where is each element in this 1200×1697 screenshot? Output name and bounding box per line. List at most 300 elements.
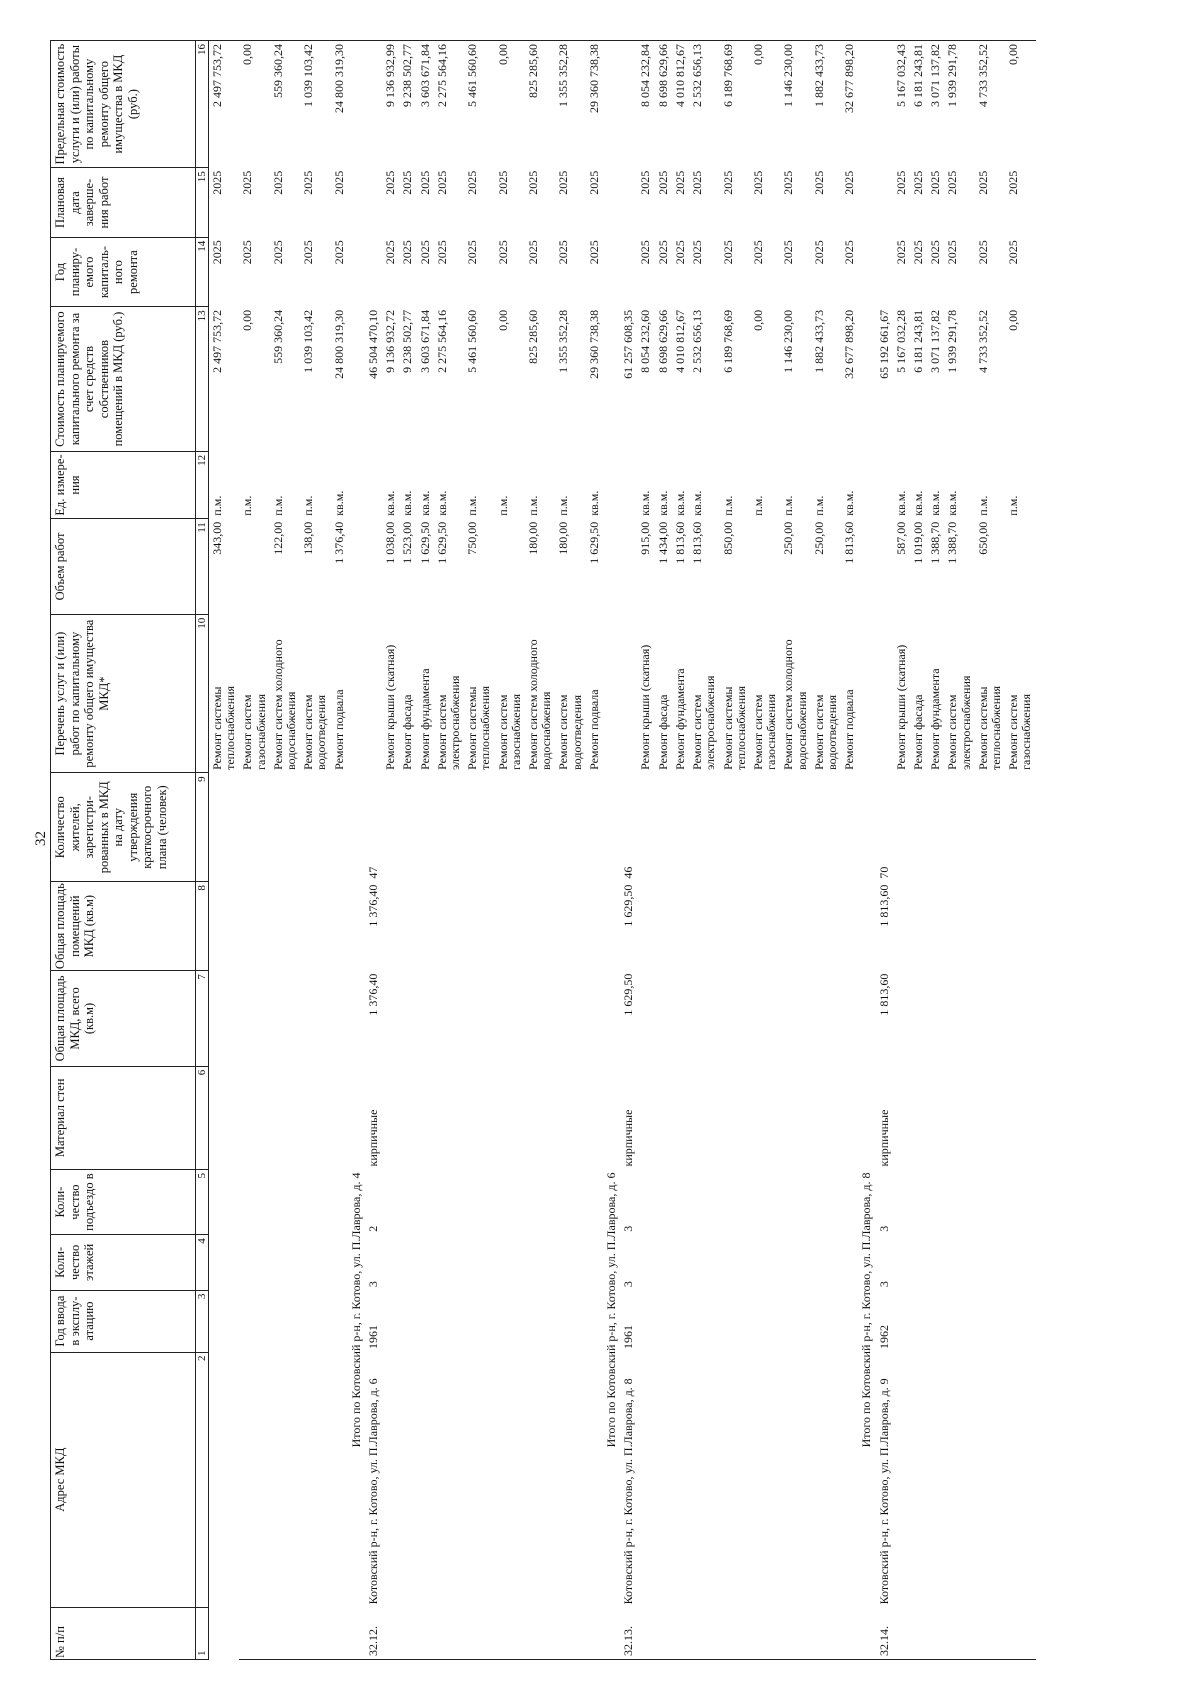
total-row — [858, 41, 875, 1660]
cell-col-4 — [720, 1235, 750, 1290]
cell-col-3 — [555, 1290, 585, 1352]
cell-col-5 — [927, 1170, 944, 1235]
cell-col-9 — [672, 773, 689, 882]
cell-col-16: 1 146 230,00 — [780, 41, 810, 168]
cell-col-5 — [655, 1170, 672, 1235]
house-row — [876, 41, 893, 1660]
cell-col-3 — [672, 1290, 689, 1352]
cell-col-3: 1962 — [876, 1325, 891, 1350]
cell-col-14: 2025 — [910, 240, 925, 265]
cell-col-7 — [525, 971, 555, 1067]
cell-col-3 — [689, 1290, 719, 1352]
work-row — [239, 41, 269, 1660]
work-row — [382, 41, 399, 1660]
cell-col-8 — [655, 882, 672, 971]
cell-col-6 — [348, 1066, 365, 1169]
cell-col-15: 2025 — [240, 170, 255, 195]
cell-col-15: 2025 — [655, 170, 670, 195]
cell-col-14: 2025 — [465, 240, 480, 265]
cell-col-16: 2 532 656,13 — [689, 41, 719, 168]
cell-col-12: п.м. — [556, 495, 571, 516]
work-row — [927, 41, 944, 1660]
cell-col-10: Ремонт фундамента — [672, 668, 687, 770]
cell-col-4 — [495, 1235, 525, 1290]
cell-col-13: 29 360 738,38 — [586, 309, 601, 379]
cell-col-2 — [555, 1352, 585, 1607]
cell-col-14: 2025 — [945, 240, 960, 265]
work-row — [655, 41, 672, 1660]
cell-col-15: 2025 — [210, 170, 224, 195]
cell-col-11: 1 523,00 — [400, 521, 415, 564]
work-row — [944, 41, 974, 1660]
cell-col-6 — [893, 1066, 910, 1169]
cell-col-14: 2025 — [400, 240, 415, 265]
column-number: 15 — [196, 168, 209, 238]
cell-col-15: 2025 — [417, 170, 432, 195]
cell-col-14: 2025 — [811, 240, 826, 265]
cell-col-2 — [637, 1352, 654, 1607]
cell-col-15: 2025 — [893, 170, 908, 195]
cell-col-8 — [1005, 882, 1035, 971]
cell-col-4 — [464, 1235, 494, 1290]
cell-col-14: 2025 — [417, 240, 432, 265]
cell-col-10 — [858, 614, 875, 773]
cell-col-12: кв.м. — [586, 490, 601, 516]
header-cell-11: Объем работ — [51, 519, 196, 615]
cell-col-11: 650,00 — [975, 521, 990, 555]
cell-col-5 — [1005, 1170, 1035, 1235]
cell-col-7 — [382, 971, 399, 1067]
column-number: 1 — [196, 1607, 209, 1659]
cell-col-4: 3 — [366, 1281, 381, 1288]
cell-col-3 — [331, 1290, 348, 1352]
cell-col-8 — [270, 882, 300, 971]
cell-col-2 — [893, 1352, 910, 1607]
cell-col-8 — [750, 882, 780, 971]
cell-col-11: 1 388,70 — [945, 521, 960, 564]
column-number: 13 — [196, 307, 209, 452]
cell-col-10 — [603, 614, 620, 773]
cell-col-10: Ремонт системы теплоснабжения — [975, 685, 1003, 770]
cell-col-8 — [464, 882, 494, 971]
cell-col-7 — [495, 971, 525, 1067]
cell-col-11 — [858, 519, 875, 615]
cell-col-16: 32 677 898,20 — [841, 41, 858, 168]
cell-col-8 — [841, 882, 858, 971]
cell-col-8 — [603, 882, 620, 971]
cell-col-13 — [858, 307, 875, 452]
cell-col-14 — [620, 237, 637, 307]
cell-col-14: 2025 — [495, 240, 510, 265]
cell-col-15: 2025 — [495, 170, 510, 195]
header-cell-15: Плановая дата заверше-ния работ — [51, 168, 196, 238]
cell-col-13: 0,00 — [495, 309, 510, 331]
work-row — [893, 41, 910, 1660]
cell-col-5 — [944, 1170, 974, 1235]
cell-col-6: кирпичные — [876, 1109, 891, 1167]
cell-col-13: 5 167 032,28 — [893, 309, 908, 373]
cell-col-15: 2025 — [383, 170, 398, 195]
cell-col-8 — [300, 882, 330, 971]
cell-col-2 — [720, 1352, 750, 1607]
cell-col-16: 0,00 — [239, 41, 269, 168]
cell-col-7 — [780, 971, 810, 1067]
cell-col-15: 2025 — [270, 170, 285, 195]
cell-col-6 — [689, 1066, 719, 1169]
cell-col-2: Котовский р-н, г. Котово, ул. П.Лаврова, д. 8 — [621, 1378, 636, 1605]
cell-col-3 — [434, 1290, 464, 1352]
cell-col-9 — [331, 773, 348, 882]
cell-col-12: п.м. — [270, 495, 285, 516]
cell-col-13 — [603, 307, 620, 452]
cell-col-12: п.м. — [301, 495, 316, 516]
cell-col-10: Ремонт подвала — [586, 689, 601, 770]
cell-col-7 — [348, 971, 365, 1067]
work-row — [720, 41, 750, 1660]
cell-col-4 — [893, 1235, 910, 1290]
cell-col-13: 9 136 932,72 — [383, 309, 398, 373]
cell-col-4 — [811, 1235, 841, 1290]
cell-col-9 — [300, 773, 330, 882]
cell-col-6 — [672, 1066, 689, 1169]
cell-col-7 — [586, 971, 603, 1067]
cell-col-7 — [975, 971, 1005, 1067]
cell-col-4 — [209, 1235, 240, 1290]
cell-col-13: 65 192 661,67 — [876, 309, 891, 379]
cell-col-15: 2025 — [928, 170, 943, 195]
cell-col-16 — [876, 41, 893, 168]
cell-col-2 — [1005, 1352, 1035, 1607]
cell-col-12: п.м. — [781, 495, 796, 516]
cell-col-4 — [975, 1235, 1005, 1290]
cell-col-8 — [417, 882, 434, 971]
cell-col-6 — [270, 1066, 300, 1169]
cell-col-5 — [893, 1170, 910, 1235]
cell-col-4: 3 — [621, 1281, 636, 1288]
cell-col-2 — [655, 1352, 672, 1607]
cell-col-8 — [893, 882, 910, 971]
cell-col-10: Ремонт подвала — [842, 689, 857, 770]
cell-col-9: 47 — [366, 866, 381, 879]
work-row — [464, 41, 494, 1660]
cell-col-4 — [586, 1235, 603, 1290]
work-row — [399, 41, 416, 1660]
cell-col-1 — [331, 1607, 348, 1659]
cell-col-6 — [927, 1066, 944, 1169]
cell-col-7 — [927, 971, 944, 1067]
cell-col-7 — [858, 971, 875, 1067]
cell-col-8 — [434, 882, 464, 971]
header-cell-13: Стоимость планируемого капитального ремонта за счет средств собственников помещений в МКД (руб.) — [51, 307, 196, 452]
cell-col-1 — [399, 1607, 416, 1659]
cell-col-5 — [300, 1170, 330, 1235]
cell-col-14: 2025 — [526, 240, 541, 265]
cell-col-13: 8 054 232,60 — [638, 309, 653, 373]
cell-col-1 — [300, 1607, 330, 1659]
cell-col-1 — [586, 1607, 603, 1659]
cell-col-15: 2025 — [556, 170, 571, 195]
rotated-document-table — [50, 40, 1156, 1660]
cell-col-8: 1 629,50 — [621, 884, 636, 927]
cell-col-6 — [331, 1066, 348, 1169]
cell-col-11: 180,00 — [556, 521, 571, 555]
cell-col-5 — [586, 1170, 603, 1235]
column-number: 4 — [196, 1235, 209, 1290]
cell-col-7 — [270, 971, 300, 1067]
cell-col-10: Ремонт систем холодного водоснабжения — [781, 639, 809, 770]
cell-col-16: 1 039 103,42 — [300, 41, 330, 168]
cell-col-8 — [348, 882, 365, 971]
cell-col-3 — [382, 1290, 399, 1352]
cell-col-2: Итого по Котовский р-н, г. Котово, ул. П.Лаврова, д. 6 — [604, 1172, 619, 1448]
cell-col-7 — [689, 971, 719, 1067]
cell-col-12: кв.м. — [945, 490, 960, 516]
cell-col-4 — [780, 1235, 810, 1290]
cell-col-13: 46 504 470,10 — [366, 309, 381, 379]
cell-col-11: 1 376,40 — [331, 521, 346, 564]
cell-col-7 — [555, 971, 585, 1067]
cell-col-1 — [780, 1607, 810, 1659]
cell-col-10: Ремонт крыши (скатная) — [893, 644, 908, 770]
cell-col-15 — [876, 168, 893, 238]
cell-col-1 — [689, 1607, 719, 1659]
cell-col-3 — [841, 1290, 858, 1352]
cell-col-3 — [417, 1290, 434, 1352]
cell-col-16 — [620, 41, 637, 168]
cell-col-5 — [331, 1170, 348, 1235]
cell-col-3 — [811, 1290, 841, 1352]
cell-col-15 — [858, 168, 875, 238]
cell-col-12: кв.м. — [434, 490, 449, 516]
cell-col-14: 2025 — [750, 240, 765, 265]
cell-col-12: п.м. — [526, 495, 541, 516]
cell-col-11: 1 813,60 — [690, 521, 705, 564]
cell-col-2 — [209, 1352, 240, 1607]
cell-col-16: 5 167 032,43 — [893, 41, 910, 168]
cell-col-5 — [720, 1170, 750, 1235]
cell-col-8 — [910, 882, 927, 971]
cell-col-7 — [417, 971, 434, 1067]
cell-col-4 — [655, 1235, 672, 1290]
cell-col-16: 559 360,24 — [270, 41, 300, 168]
cell-col-11: 1 019,00 — [910, 521, 925, 564]
cell-col-9 — [893, 773, 910, 882]
cell-col-2 — [464, 1352, 494, 1607]
cell-col-10: Ремонт систем электроснабжения — [690, 675, 718, 770]
work-row — [300, 41, 330, 1660]
cell-col-5: 2 — [366, 1225, 381, 1232]
cell-col-6 — [603, 1066, 620, 1169]
cell-col-12: кв.м. — [690, 490, 705, 516]
cell-col-4 — [270, 1235, 300, 1290]
cell-col-14: 2025 — [781, 240, 796, 265]
cell-col-3 — [399, 1290, 416, 1352]
cell-col-10: Ремонт фундамента — [417, 668, 432, 770]
cell-col-6 — [495, 1066, 525, 1169]
cell-col-16: 5 461 560,60 — [464, 41, 494, 168]
cell-col-15: 2025 — [945, 170, 960, 195]
cell-col-12: кв.м. — [383, 490, 398, 516]
cell-col-2 — [270, 1352, 300, 1607]
cell-col-6 — [1005, 1066, 1035, 1169]
cell-col-13: 559 360,24 — [270, 309, 285, 364]
cell-col-1 — [209, 1607, 240, 1659]
cell-col-13: 2 497 753,72 — [210, 309, 224, 373]
cell-col-16: 29 360 738,38 — [586, 41, 603, 168]
cell-col-16: 0,00 — [495, 41, 525, 168]
cell-col-7 — [655, 971, 672, 1067]
cell-col-1 — [555, 1607, 585, 1659]
cell-col-12 — [348, 451, 365, 518]
cell-col-7 — [300, 971, 330, 1067]
cell-col-7 — [910, 971, 927, 1067]
cell-col-10: Ремонт крыши (скатная) — [383, 644, 398, 770]
cell-col-1: 32.13. — [620, 1607, 637, 1659]
cell-col-8 — [858, 882, 875, 971]
cell-col-9 — [689, 773, 719, 882]
column-number: 9 — [196, 773, 209, 882]
cell-col-10: Ремонт систем газоснабжения — [240, 694, 268, 770]
cell-col-13: 5 461 560,60 — [465, 309, 480, 373]
cell-col-1 — [910, 1607, 927, 1659]
cell-col-11: 1 434,00 — [655, 521, 670, 564]
cell-col-13 — [348, 307, 365, 452]
cell-col-13: 8 698 629,66 — [655, 309, 670, 373]
cell-col-9 — [555, 773, 585, 882]
cell-col-3 — [495, 1290, 525, 1352]
cell-col-8: 1 813,60 — [876, 884, 891, 927]
cell-col-4 — [750, 1235, 780, 1290]
cell-col-14: 2025 — [210, 240, 224, 265]
cell-col-4 — [944, 1235, 974, 1290]
cell-col-9 — [399, 773, 416, 882]
cell-col-11 — [603, 519, 620, 615]
page-number: 32 — [33, 831, 49, 846]
cell-col-10 — [620, 614, 637, 773]
cell-col-12 — [365, 451, 382, 518]
cell-col-15 — [620, 168, 637, 238]
cell-col-13: 1 882 433,73 — [811, 309, 826, 373]
cell-col-5 — [555, 1170, 585, 1235]
cell-col-4 — [689, 1235, 719, 1290]
cell-col-10: Ремонт фасада — [910, 694, 925, 770]
cell-col-14: 2025 — [720, 240, 735, 265]
cell-col-13: 4 733 352,52 — [975, 309, 990, 373]
work-row — [417, 41, 434, 1660]
cell-col-9 — [495, 773, 525, 882]
cell-col-12 — [620, 451, 637, 518]
cell-col-16: 3 071 137,82 — [927, 41, 944, 168]
cell-col-4 — [927, 1235, 944, 1290]
column-number-row — [196, 41, 209, 1660]
table-body — [209, 41, 1036, 1660]
column-number: 3 — [196, 1290, 209, 1352]
header-cell-3: Год ввода в эксплу-атацию — [51, 1290, 196, 1352]
cell-col-15: 2025 — [781, 170, 796, 195]
cell-col-6 — [300, 1066, 330, 1169]
work-row — [841, 41, 858, 1660]
cell-col-3 — [655, 1290, 672, 1352]
cell-col-12: кв.м. — [400, 490, 415, 516]
capital-repair-table — [50, 40, 1036, 1660]
cell-col-12: кв.м. — [672, 490, 687, 516]
cell-col-15: 2025 — [1006, 170, 1021, 195]
cell-col-16: 1 939 291,78 — [944, 41, 974, 168]
cell-col-12: кв.м. — [638, 490, 653, 516]
cell-col-1 — [975, 1607, 1005, 1659]
cell-col-3 — [780, 1290, 810, 1352]
cell-col-13: 0,00 — [240, 309, 255, 331]
cell-col-2: Котовский р-н, г. Котово, ул. П.Лаврова, д. 9 — [876, 1378, 891, 1605]
cell-col-4 — [672, 1235, 689, 1290]
work-row — [780, 41, 810, 1660]
cell-col-7 — [720, 971, 750, 1067]
work-row — [637, 41, 654, 1660]
cell-col-16: 4 010 812,67 — [672, 41, 689, 168]
cell-col-9 — [464, 773, 494, 882]
cell-col-16: 6 181 243,81 — [910, 41, 927, 168]
cell-col-10: Ремонт систем водоотведения — [301, 694, 329, 770]
cell-col-1 — [637, 1607, 654, 1659]
cell-col-6 — [910, 1066, 927, 1169]
cell-col-15: 2025 — [975, 170, 990, 195]
cell-col-1 — [893, 1607, 910, 1659]
cell-col-4 — [910, 1235, 927, 1290]
cell-col-13: 32 677 898,20 — [842, 309, 857, 379]
cell-col-13: 1 146 230,00 — [781, 309, 796, 373]
cell-col-6 — [399, 1066, 416, 1169]
cell-col-14: 2025 — [331, 240, 346, 265]
cell-col-2 — [525, 1352, 555, 1607]
cell-col-1 — [927, 1607, 944, 1659]
cell-col-9: 46 — [621, 866, 636, 879]
header-cell-4: Коли-чество этажей — [51, 1235, 196, 1290]
cell-col-9 — [975, 773, 1005, 882]
cell-col-12: п.м. — [750, 495, 765, 516]
cell-col-6 — [841, 1066, 858, 1169]
cell-col-3 — [927, 1290, 944, 1352]
cell-col-2 — [495, 1352, 525, 1607]
cell-col-6 — [780, 1066, 810, 1169]
cell-col-14: 2025 — [842, 240, 857, 265]
cell-col-12: п.м. — [975, 495, 990, 516]
header-cell-7: Общая площадь МКД, всего (кв.м) — [51, 971, 196, 1067]
cell-col-7: 1 376,40 — [366, 973, 381, 1016]
cell-col-5 — [417, 1170, 434, 1235]
cell-col-11: 750,00 — [465, 521, 480, 555]
cell-col-15: 2025 — [720, 170, 735, 195]
cell-col-16: 3 603 671,84 — [417, 41, 434, 168]
cell-col-1 — [1005, 1607, 1035, 1659]
total-row — [603, 41, 620, 1660]
cell-col-8 — [209, 882, 240, 971]
cell-col-7 — [750, 971, 780, 1067]
cell-col-7 — [1005, 971, 1035, 1067]
cell-col-12: кв.м. — [928, 490, 943, 516]
cell-col-11: 1 388,70 — [928, 521, 943, 564]
cell-col-5 — [672, 1170, 689, 1235]
cell-col-6: кирпичные — [366, 1109, 381, 1167]
cell-col-12: п.м. — [240, 495, 255, 516]
cell-col-13: 4 010 812,67 — [672, 309, 687, 373]
cell-col-11: 587,00 — [893, 521, 908, 555]
cell-col-6 — [637, 1066, 654, 1169]
column-number: 6 — [196, 1066, 209, 1169]
cell-col-16: 8 698 629,66 — [655, 41, 672, 168]
cell-col-10: Ремонт систем холодного водоснабжения — [270, 639, 299, 770]
cell-col-6 — [975, 1066, 1005, 1169]
cell-col-3 — [300, 1290, 330, 1352]
